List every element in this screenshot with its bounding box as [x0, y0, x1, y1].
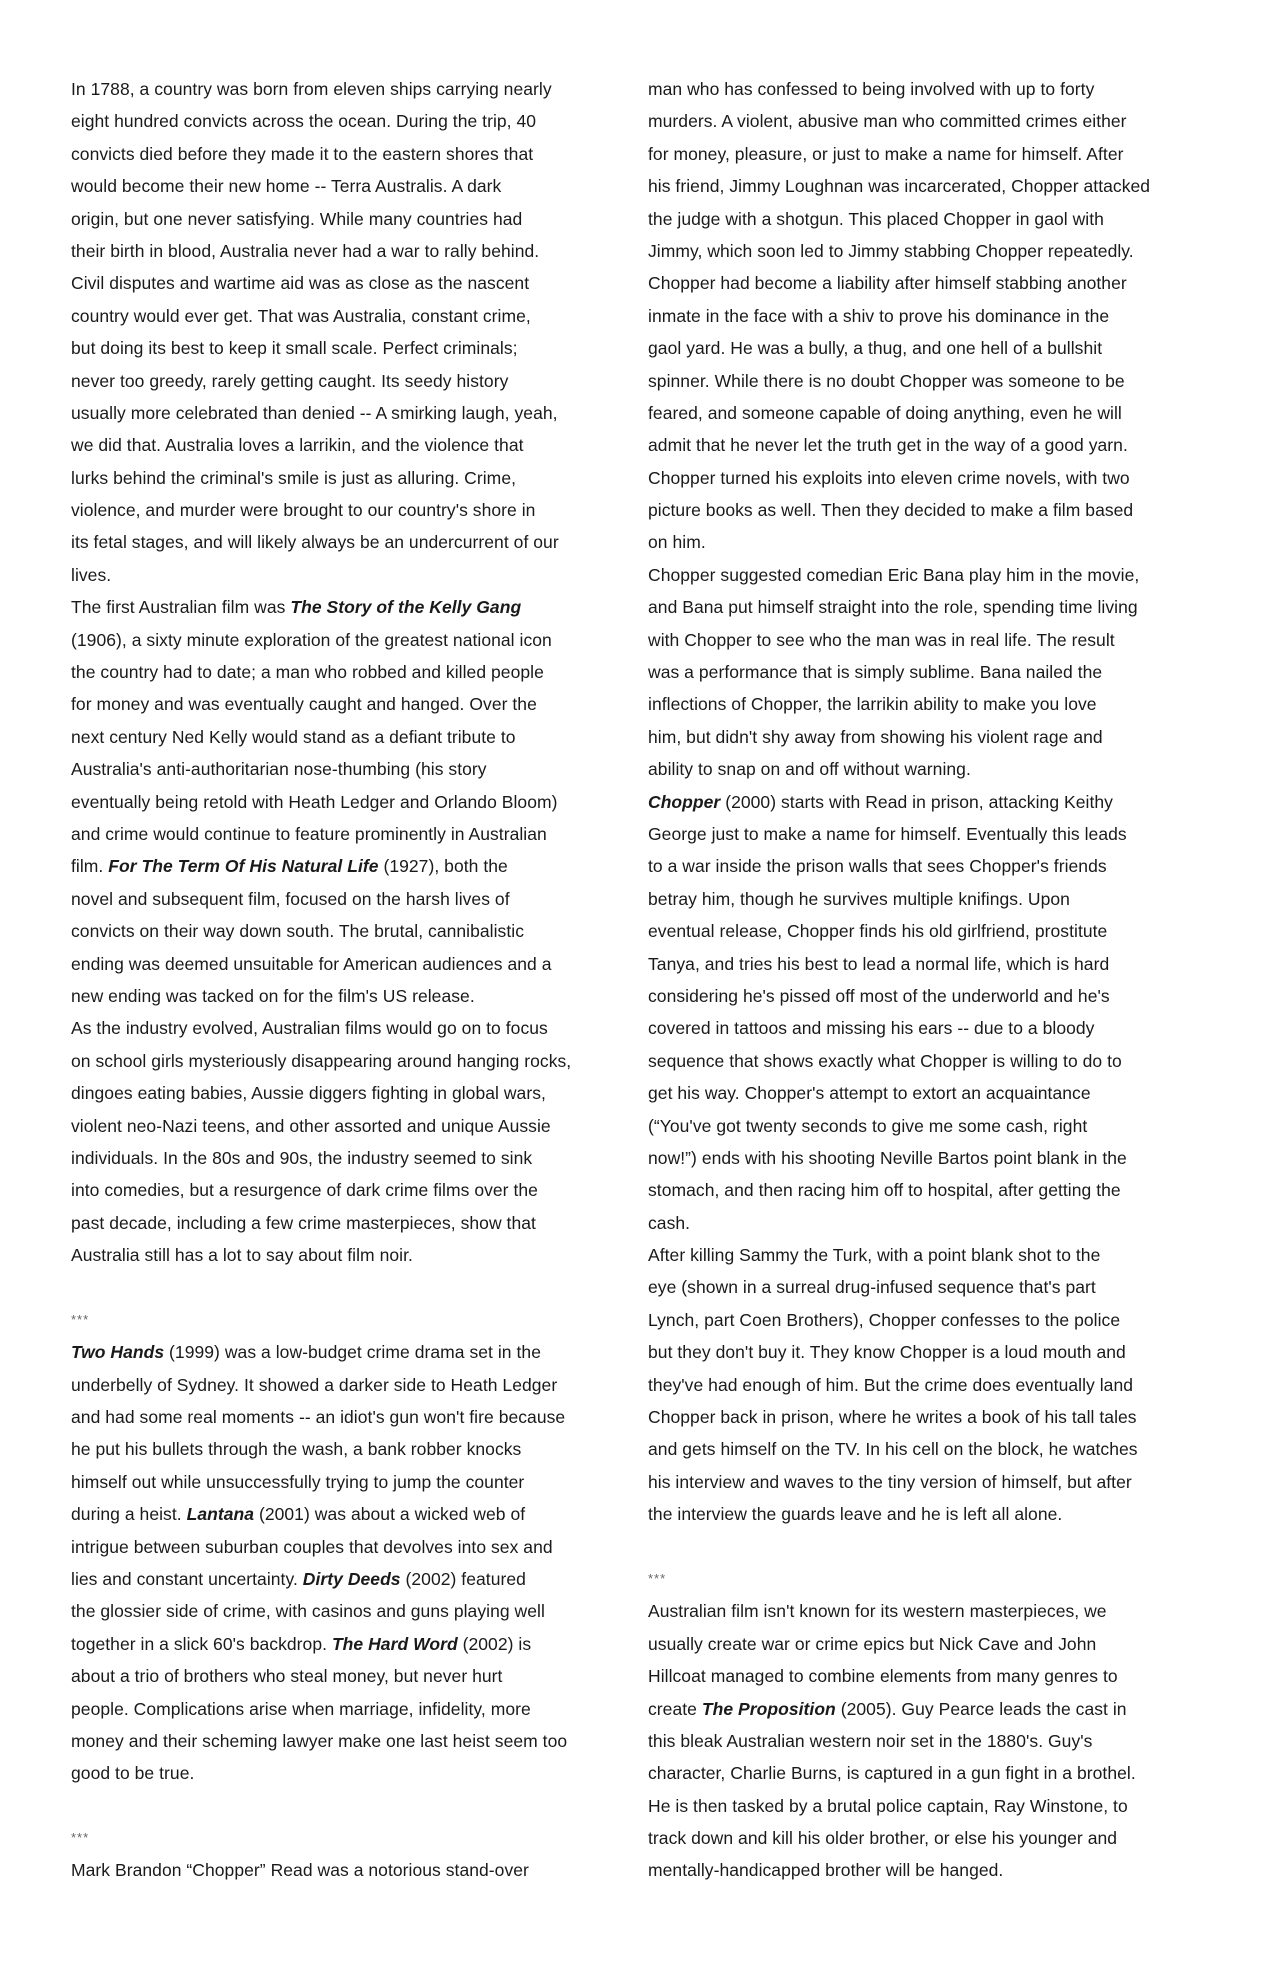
- line-text: film.: [71, 856, 109, 877]
- text-line: [71, 1498, 631, 1530]
- text-line: their birth in blood, Australia never had a war to rally behind.: [71, 240, 540, 261]
- text-line: his interview and waves to the tiny version of himself, but after: [648, 1471, 1132, 1492]
- text-line: man who has confessed to being involved with up to forty: [648, 79, 1095, 99]
- text-line: track down and kill his older brother, or else his younger and: [648, 1828, 1118, 1849]
- text-line: cash.: [648, 1212, 691, 1233]
- text-line: the interview the guards leave and he is left all alone.: [648, 1504, 1063, 1525]
- text-line: murders. A violent, abusive man who committed crimes either: [648, 111, 1127, 132]
- text-line: stomach, and then racing him off to hospital, after getting the: [648, 1180, 1121, 1201]
- text-line: gaol yard. He was a bully, a thug, and one hell of a bullshit: [648, 338, 1103, 359]
- text-line: now!”) ends with his shooting Neville Bartos point blank in the: [648, 1147, 1127, 1168]
- line-text: (1927), both the: [378, 856, 508, 877]
- text-line: this bleak Australian western noir set in the 1880's. Guy's: [648, 1730, 1093, 1751]
- line-text: together in a slick 60's backdrop.: [71, 1633, 332, 1654]
- text-line: (“You've got twenty seconds to give me some cash, right: [648, 1115, 1088, 1136]
- text-line: would become their new home -- Terra Australis. A dark: [71, 176, 502, 197]
- text-line: mentally-handicapped brother will be hanged.: [648, 1860, 1004, 1881]
- text-line: Mark Brandon “Chopper” Read was a notorious stand-over: [71, 1860, 529, 1881]
- text-line: dingoes eating babies, Aussie diggers fighting in global wars,: [71, 1083, 546, 1104]
- text-line: people. Complications arise when marriage, infidelity, more: [71, 1698, 531, 1719]
- film-title: Two Hands: [71, 1342, 165, 1363]
- text-line: [71, 850, 631, 882]
- line-text: lies and constant uncertainty.: [71, 1568, 303, 1589]
- text-line: money and their scheming lawyer make one last heist seem too: [71, 1730, 568, 1751]
- text-line: never too greedy, rarely getting caught. Its seedy history: [71, 370, 509, 391]
- text-line: but they don't buy it. They know Chopper is a loud mouth and: [648, 1342, 1126, 1363]
- film-title: Dirty Deeds: [302, 1568, 401, 1589]
- film-title: The Hard Word: [331, 1633, 458, 1654]
- text-line: on him.: [648, 532, 706, 553]
- text-line: He is then tasked by a brutal police captain, Ray Winstone, to: [648, 1795, 1128, 1816]
- text-line: and had some real moments -- an idiot's gun won't fire because: [71, 1407, 566, 1428]
- text-line: eye (shown in a surreal drug-infused sequence that's part: [648, 1277, 1096, 1298]
- text-line: the judge with a shotgun. This placed Chopper in gaol with: [648, 208, 1104, 229]
- text-line: Hillcoat managed to combine elements from many genres to: [648, 1666, 1118, 1687]
- text-line: considering he's pissed off most of the underworld and he's: [648, 985, 1110, 1006]
- line-text: (2002) is: [457, 1633, 532, 1654]
- text-line: Chopper had become a liability after himself stabbing another: [648, 273, 1127, 294]
- text-line: In 1788, a country was born from eleven ships carrying nearly: [71, 79, 552, 99]
- spacer: [71, 1271, 631, 1303]
- text-line: underbelly of Sydney. It showed a darker side to Heath Ledger: [71, 1374, 558, 1395]
- text-line: convicts on their way down south. The brutal, cannibalistic: [71, 921, 525, 942]
- text-line: usually more celebrated than denied -- A smirking laugh, yeah,: [71, 402, 558, 423]
- text-line: spinner. While there is no doubt Chopper was someone to be: [648, 370, 1125, 391]
- text-line: violent neo-Nazi teens, and other assorted and unique Aussie: [71, 1115, 551, 1136]
- line-text: create: [648, 1698, 702, 1719]
- text-line: the glossier side of crime, with casinos and guns playing well: [71, 1601, 545, 1622]
- text-line: admit that he never let the truth get in the way of a good yarn.: [648, 435, 1128, 456]
- text-line: inmate in the face with a shiv to prove his dominance in the: [648, 305, 1110, 326]
- film-title: The Proposition: [701, 1698, 836, 1719]
- line-text: during a heist.: [71, 1504, 187, 1525]
- text-line: but doing its best to keep it small scale. Perfect criminals;: [71, 338, 518, 359]
- text-line: Australia's anti-authoritarian nose-thumbing (his story: [71, 759, 487, 780]
- text-line: with Chopper to see who the man was in real life. The result: [648, 629, 1115, 650]
- text-line: inflections of Chopper, the larrikin ability to make you love: [648, 694, 1097, 715]
- text-line: next century Ned Kelly would stand as a defiant tribute to: [71, 726, 516, 747]
- text-line: character, Charlie Burns, is captured in a gun fight in a brothel.: [648, 1763, 1136, 1784]
- text-line: violence, and murder were brought to our country's shore in: [71, 500, 536, 521]
- film-title: Lantana: [186, 1504, 255, 1525]
- spacer: [71, 1790, 631, 1822]
- text-line: Jimmy, which soon led to Jimmy stabbing Chopper repeatedly.: [648, 240, 1134, 261]
- film-title: For The Term Of His Natural Life: [108, 856, 379, 877]
- text-line: for money, pleasure, or just to make a name for himself. After: [648, 143, 1124, 164]
- text-line: [648, 1693, 1208, 1725]
- text-line: for money and was eventually caught and hanged. Over the: [71, 694, 537, 715]
- text-line: eventually being retold with Heath Ledger and Orlando Bloom): [71, 791, 558, 812]
- left-column: [71, 73, 631, 1887]
- text-line: ability to snap on and off without warning.: [648, 759, 971, 780]
- text-line: individuals. In the 80s and 90s, the industry seemed to sink: [71, 1147, 533, 1168]
- text-line: about a trio of brothers who steal money, but never hurt: [71, 1666, 503, 1687]
- text-line: [71, 1563, 631, 1595]
- text-line: As the industry evolved, Australian films would go on to focus: [71, 1018, 548, 1039]
- text-line: and crime would continue to feature prominently in Australian: [71, 823, 547, 844]
- text-line: [71, 1336, 631, 1368]
- text-line: origin, but one never satisfying. While many countries had: [71, 208, 523, 229]
- text-line: he put his bullets through the wash, a bank robber knocks: [71, 1439, 522, 1460]
- text-line: past decade, including a few crime masterpieces, show that: [71, 1212, 536, 1233]
- text-line: lurks behind the criminal's smile is just as alluring. Crime,: [71, 467, 517, 488]
- text-line: George just to make a name for himself. Eventually this leads: [648, 823, 1127, 844]
- text-line: Chopper turned his exploits into eleven crime novels, with two: [648, 467, 1130, 488]
- line-text: (1999) was a low-budget crime drama set in the: [164, 1342, 541, 1363]
- text-line: his friend, Jimmy Loughnan was incarcerated, Chopper attacked: [648, 176, 1151, 197]
- section-separator: ***: [648, 1570, 667, 1586]
- text-line: new ending was tacked on for the film's US release.: [71, 985, 475, 1006]
- text-line: novel and subsequent film, focused on the harsh lives of: [71, 888, 510, 909]
- text-line: betray him, though he survives multiple knifings. Upon: [648, 888, 1070, 909]
- text-line: picture books as well. Then they decided to make a film based: [648, 500, 1134, 521]
- text-line: [648, 786, 1208, 818]
- text-line: on school girls mysteriously disappearing around hanging rocks,: [71, 1050, 572, 1071]
- section-separator: ***: [71, 1830, 90, 1846]
- line-text: (2000) starts with Read in prison, attacking Keithy: [720, 791, 1113, 812]
- text-line: Chopper suggested comedian Eric Bana play him in the movie,: [648, 564, 1140, 585]
- text-line: [71, 1628, 631, 1660]
- film-title: The Story of the Kelly Gang: [290, 597, 522, 618]
- text-line: good to be true.: [71, 1763, 195, 1784]
- text-line: Lynch, part Coen Brothers), Chopper confesses to the police: [648, 1309, 1121, 1330]
- text-line: Chopper back in prison, where he writes a book of his tall tales: [648, 1407, 1137, 1428]
- film-title: Chopper: [648, 791, 721, 812]
- text-line: usually create war or crime epics but Nick Cave and John: [648, 1633, 1097, 1654]
- text-line: the country had to date; a man who robbed and killed people: [71, 662, 544, 683]
- line-text: (2001) was about a wicked web of: [254, 1504, 526, 1525]
- text-line: eight hundred convicts across the ocean. During the trip, 40: [71, 111, 537, 132]
- line-text: The first Australian film was: [71, 597, 291, 618]
- text-line: get his way. Chopper's attempt to extort an acquaintance: [648, 1083, 1091, 1104]
- text-line: Civil disputes and wartime aid was as close as the nascent: [71, 273, 530, 294]
- text-line: to a war inside the prison walls that sees Chopper's friends: [648, 856, 1107, 877]
- spacer: [648, 1531, 1208, 1563]
- text-line: ending was deemed unsuitable for American audiences and a: [71, 953, 552, 974]
- text-line: covered in tattoos and missing his ears -- due to a bloody: [648, 1018, 1095, 1039]
- line-text: (2005). Guy Pearce leads the cast in: [835, 1698, 1127, 1719]
- text-line: Tanya, and tries his best to lead a normal life, which is hard: [648, 953, 1110, 974]
- text-line: intrigue between suburban couples that devolves into sex and: [71, 1536, 553, 1557]
- text-line: (1906), a sixty minute exploration of the greatest national icon: [71, 629, 552, 650]
- line-text: (2002) featured: [400, 1568, 526, 1589]
- text-line: and gets himself on the TV. In his cell on the block, he watches: [648, 1439, 1138, 1460]
- text-line: Australian film isn't known for its western masterpieces, we: [648, 1601, 1107, 1622]
- text-line: country would ever get. That was Australia, constant crime,: [71, 305, 531, 326]
- text-line: himself out while unsuccessfully trying to jump the counter: [71, 1471, 525, 1492]
- text-line: eventual release, Chopper finds his old girlfriend, prostitute: [648, 921, 1108, 942]
- text-line: and Bana put himself straight into the role, spending time living: [648, 597, 1138, 618]
- text-line: sequence that shows exactly what Chopper is willing to do to: [648, 1050, 1122, 1071]
- text-line: they've had enough of him. But the crime does eventually land: [648, 1374, 1134, 1395]
- text-line: into comedies, but a resurgence of dark crime films over the: [71, 1180, 538, 1201]
- right-column: [648, 73, 1208, 1887]
- text-line: was a performance that is simply sublime. Bana nailed the: [648, 662, 1103, 683]
- text-line: After killing Sammy the Turk, with a point blank shot to the: [648, 1245, 1101, 1266]
- text-line: convicts died before they made it to the eastern shores that: [71, 143, 534, 164]
- text-line: we did that. Australia loves a larrikin, and the violence that: [71, 435, 524, 456]
- text-line: him, but didn't shy away from showing his violent rage and: [648, 726, 1103, 747]
- text-line: lives.: [71, 564, 112, 585]
- section-separator: ***: [71, 1311, 90, 1327]
- text-line: its fetal stages, and will likely always be an undercurrent of our: [71, 532, 559, 553]
- text-line: [71, 591, 631, 623]
- text-line: feared, and someone capable of doing anything, even he will: [648, 402, 1122, 423]
- text-line: Australia still has a lot to say about film noir.: [71, 1245, 413, 1266]
